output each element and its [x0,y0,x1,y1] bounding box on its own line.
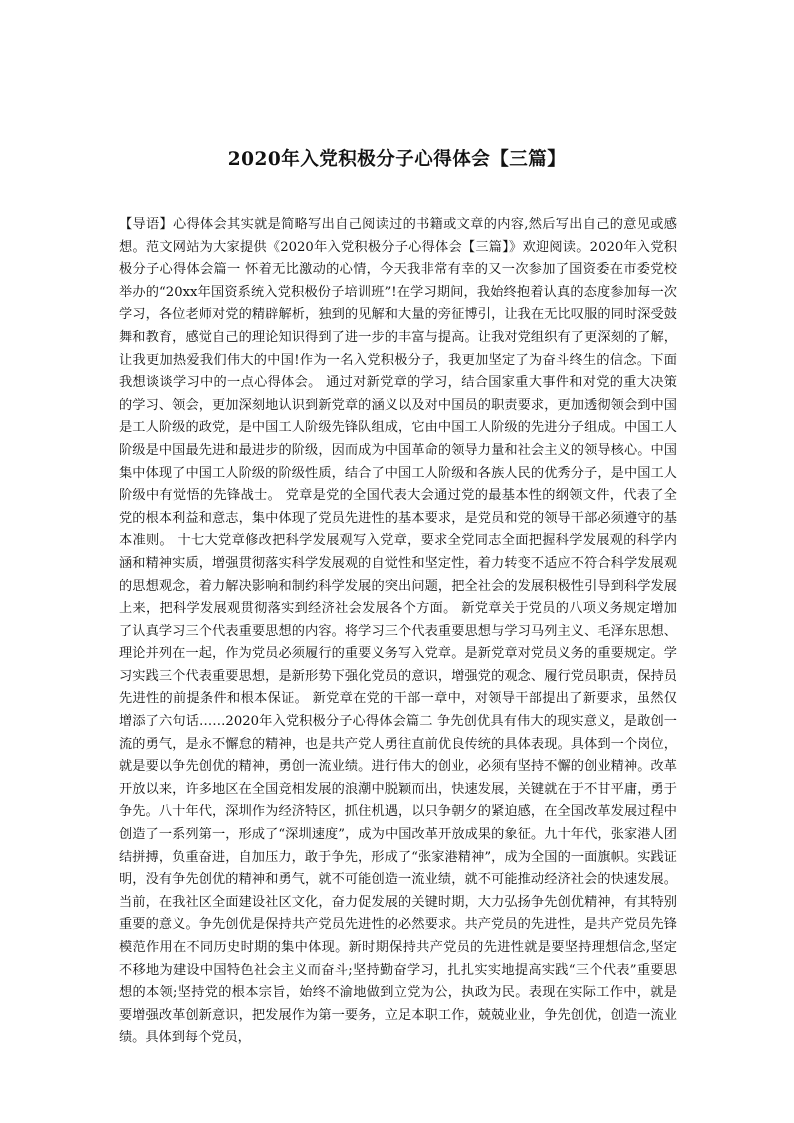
document-title: 2020年入党积极分子心得体会【三篇】 [227,149,567,170]
document-body: 【导语】心得体会其实就是简略写出自己阅读过的书籍或文章的内容,然后写出自己的意见或感想。范文网站为大家提供《2020年入党积极分子心得体会【三篇】》欢迎阅读。2020年入党积极分子心得体会篇一 怀着无比激动的心情，今天我非常有幸的又一次参加了国资委在市委党校举办的“20xx年国资系统入党积极份子培训班”!在学习期间，我始终抱着认真的态度参加每一次学习，各位老师对党的精辟解析，独到的见解和大量的旁征博引，让我在无比叹服的同时深受鼓舞和教育，感觉自己的理论知识得到了进一步的丰富与提高。让我对党组织有了更深刻的了解，让我更加热爱我们伟大的中国!作为一名入党积极分子，我更加坚定了为奋斗终生的信念。下面我想谈谈学习中的一点心得体会。 通过对新党章的学习，结合国家重大事件和对党的重大决策的学习、领会，更加深刻地认识到新党章的涵义以及对中国员的职责要求，更加透彻领会到中国是工人阶级的政党，是中国工人阶级先锋队组成，它由中国工人阶级的先进分子组成。中国工人阶级是中国最先进和最进步的阶级，因而成为中国革命的领导力量和社会主义的领导核心。中国集中体现了中国工人阶级的阶级性质，结合了中国工人阶级和各族人民的优秀分子，是中国工人阶级中有觉悟的先锋战士。 党章是党的全国代表大会通过党的最基本性的纲领文件，代表了全党的根本利益和意志，集中体现了党员先进性的基本要求，是党员和党的领导干部必须遵守的基本准则。 十七大党章修改把科学发展观写入党章，要求全党同志全面把握科学发展观的科学内涵和精神实质，增强贯彻落实科学发展观的自觉性和坚定性，着力转变不适应不符合科学发展观的思想观念，着力解决影响和制约科学发展的突出问题，把全社会的发展积极性引导到科学发展上来，把科学发展观贯彻落实到经济社会发展各个方面。 新党章关于党员的八项义务规定增加了认真学习三个代表重要思想的内容。将学习三个代表重要思想与学习马列主义、毛泽东思想、理论并列在一起，作为党员必须履行的重要义务写入党章。是新党章对党员义务的重要规定。学习实践三个代表重要思想，是新形势下强化党员的意识，增强党的观念、履行党员职责，保持员先进性的前提条件和根本保证。 新党章在党的干部一章中，对领导干部提出了新要求，虽然仅增添了六句话……2020年入党积极分子心得体会篇二 争先创优具有伟大的现实意义，是敢创一流的勇气，是永不懈怠的精神，也是共产党人勇往直前优良传统的具体表现。具体到一个岗位，就是要以争先创优的精神，勇创一流业绩。进行伟大的创业，必须有坚持不懈的创业精神。改革开放以来，许多地区在全国竞相发展的浪潮中脱颖而出，快速发展，关键就在于不甘平庸，勇于争先。八十年代，深圳作为经济特区，抓住机遇，以只争朝夕的紧迫感，在全国改革发展过程中创造了一系列第一，形成了“深圳速度”，成为中国改革开放成果的象征。九十年代，张家港人团结拼搏，负重奋进，自加压力，敢于争先，形成了“张家港精神”，成为全国的一面旗帜。实践证明，没有争先创优的精神和勇气，就不可能创造一流业绩，就不可能推动经济社会的快速发展。当前，在我社区全面建设社区文化，奋力促发展的关键时期，大力弘扬争先创优精神，有其特别重要的意义。争先创优是保持共产党员先进性的必然要求。共产党员的先进性，是共产党员先锋模范作用在不同历史时期的集中体现。新时期保持共产党员的先进性就是要坚持理想信念,坚定不移地为建设中国特色社会主义而奋斗;坚持勤奋学习，扎扎实实地提高实践“三个代表”重要思想的本领;坚持党的根本宗旨，始终不渝地做到立党为公，执政为民。表现在实际工作中，就是要增强改革创新意识，把发展作为第一要务，立足本职工作，兢兢业业，争先创优，创造一流业绩。具体到每个党员， [119,217,677,1046]
